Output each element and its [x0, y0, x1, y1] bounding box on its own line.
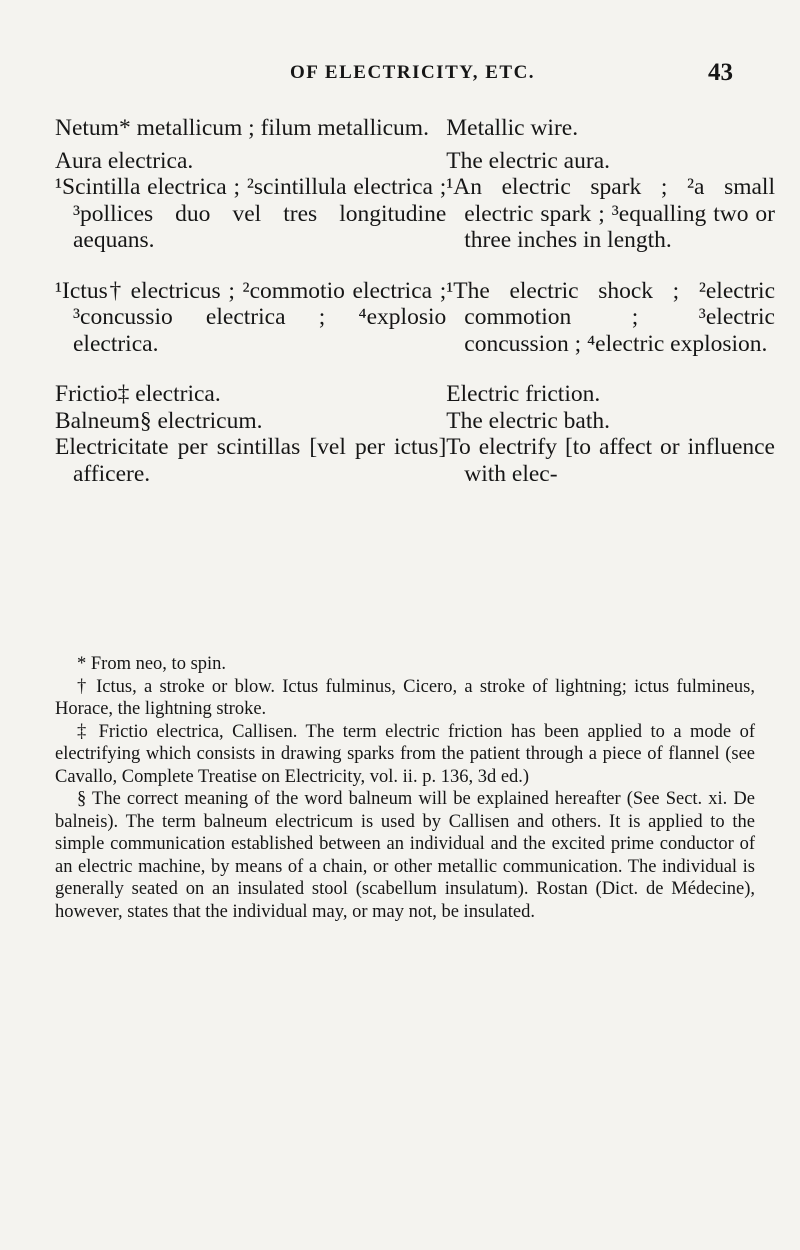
footnote: § The correct meaning of the word balneum will be explained hereafter (See Sect. xi. De balneis). The term balneum electricum is used by Callisen and others. It is applied to the simple communication established between an individual and the excited prime conductor of an electric machine, by means of a chain, or other metallic communication. The individual is generally seated on an insulated stool (scabellum insulatum). Rostan (Dict. de Médecine), however, states that the individual may, or may not, be insulated. [55, 789, 755, 922]
latin-term: ¹Scintilla electrica ; ²scintillula electrica ; ³pollices duo vel tres longitudine aequans. [55, 174, 447, 253]
page-number: 43 [708, 59, 733, 86]
glossary-entry [55, 278, 775, 358]
running-title: OF ELECTRICITY, ETC. [290, 62, 536, 83]
english-term: The electric bath. [446, 407, 611, 434]
glossary-entry [55, 148, 775, 175]
english-term: ¹An electric spark ; ²a small electric spark ; ³equalling two or three inches in length. [446, 174, 775, 253]
latin-term: Electricitate per scintillas [vel per ictus] afficere. [55, 434, 447, 487]
glossary-entries [55, 115, 775, 487]
running-head [0, 59, 800, 92]
glossary-entry [55, 381, 775, 408]
latin-term: Frictio‡ electrica. [55, 381, 221, 407]
footnote: * From neo, to spin. [77, 654, 227, 674]
english-term: To electrify [to affect or influence with elec- [446, 434, 775, 487]
english-term: Electric friction. [446, 381, 601, 407]
footnote: † Ictus, a stroke or blow. Ictus fulminus, Cicero, a stroke of lightning; ictus fulmineus, Horace, the lightning stroke. [55, 676, 755, 719]
latin-term: Balneum§ electricum. [55, 407, 263, 434]
glossary-entry [55, 408, 775, 435]
footnotes [55, 653, 755, 923]
english-term: Metallic wire. [446, 115, 579, 141]
english-term: The electric aura. [446, 147, 610, 174]
glossary-entry [55, 174, 775, 254]
glossary-entry [55, 434, 775, 487]
latin-term: ¹Ictus† electricus ; ²commotio electrica ; ³concussio electrica ; ⁴explosio electrica. [55, 277, 447, 357]
latin-term: Netum* metallicum ; filum metallicum. [55, 115, 429, 141]
latin-term: Aura electrica. [55, 147, 194, 174]
glossary-entry [55, 115, 775, 142]
footnote: ‡ Frictio electrica, Callisen. The term electric friction has been applied to a mode of electrifying which consists in drawing sparks from the patient through a piece of flannel (see Cavallo, Complete Treatise on Electricity, vol. ii. p. 136, 3d ed.) [55, 721, 755, 787]
english-term: ¹The electric shock ; ²electric commotion ; ³electric concussion ; ⁴electric explosion. [446, 277, 775, 357]
